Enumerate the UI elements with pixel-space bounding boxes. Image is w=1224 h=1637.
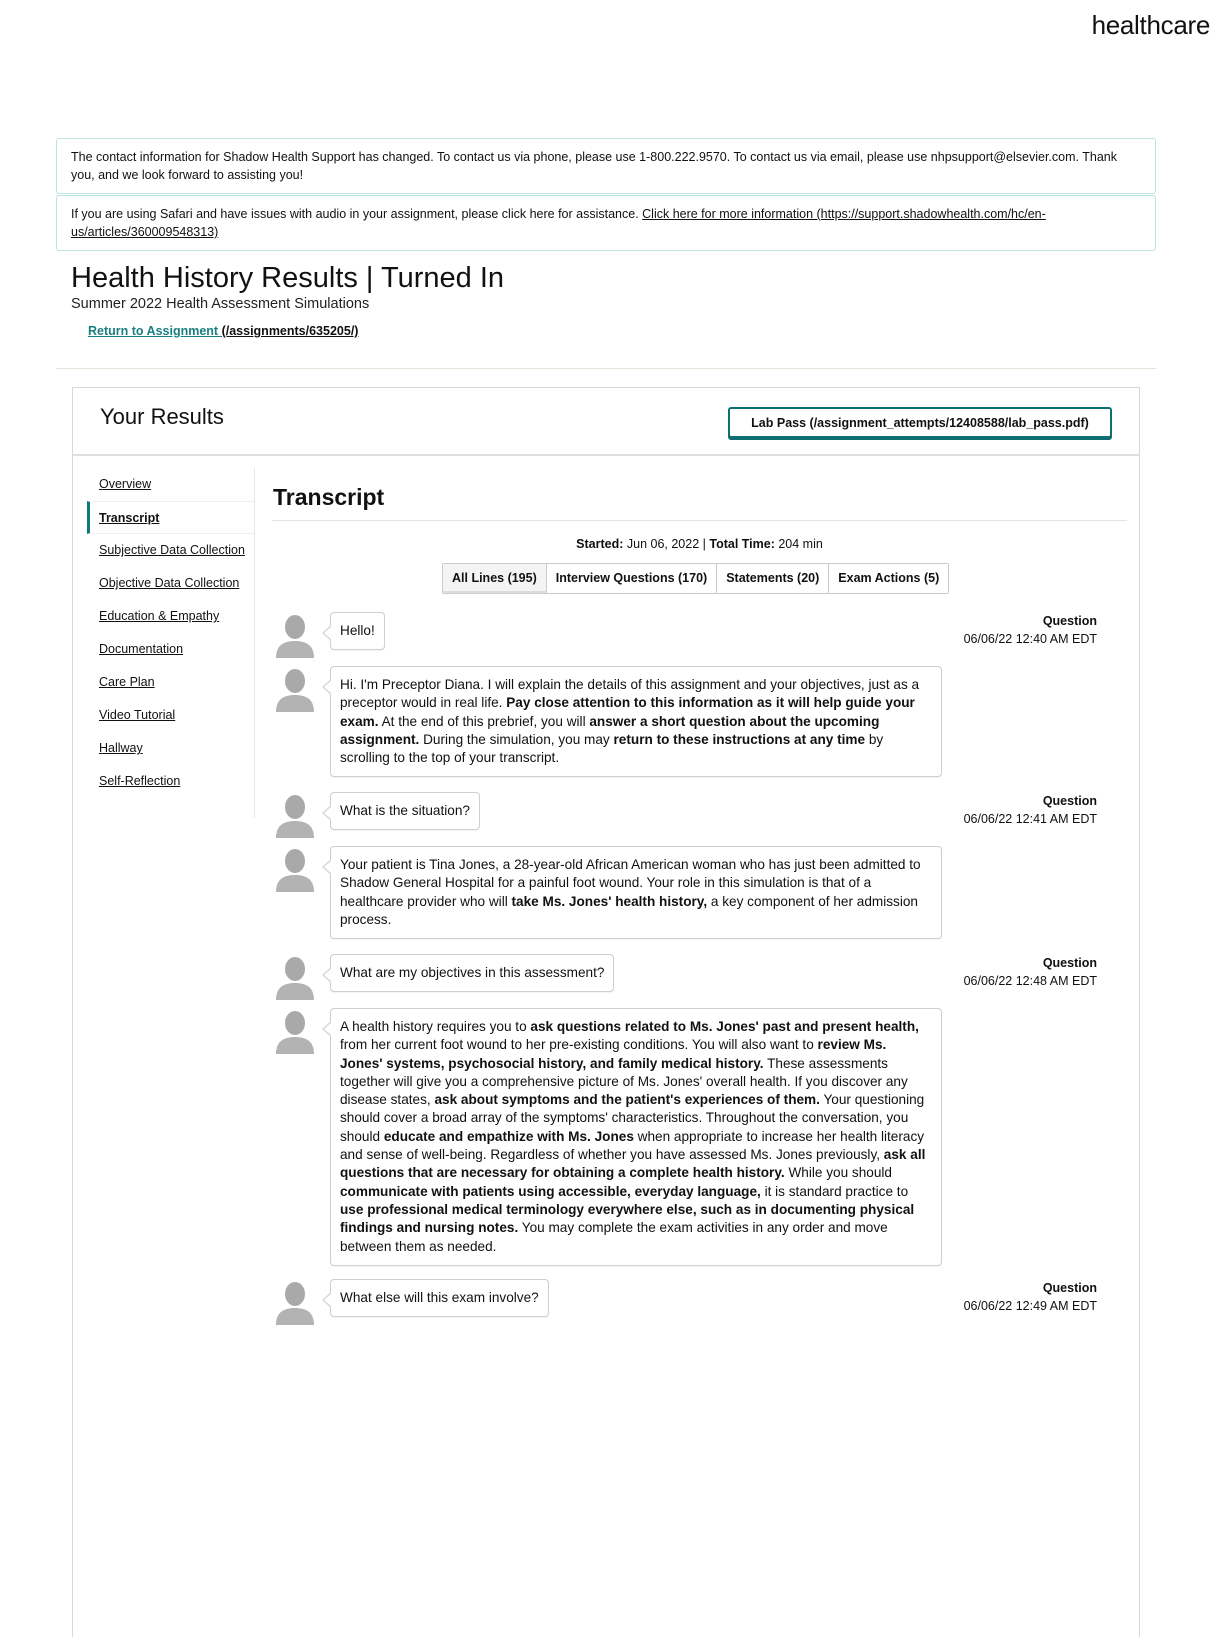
results-sidebar — [87, 468, 255, 798]
user-silhouette-icon — [273, 846, 317, 892]
response-emphasis: communicate with patients using accessible, everyday language, — [340, 1183, 761, 1199]
line-meta — [964, 612, 1097, 648]
response-emphasis: ask all questions that are necessary for obtaining a complete health history. — [340, 1147, 926, 1181]
response-bubble — [330, 666, 942, 777]
response-text: when appropriate to increase her health literacy and sense of well-being. Regardless of whether you have assessed Ms. Jones previously, — [340, 1128, 925, 1163]
user-silhouette-icon — [273, 612, 317, 658]
transcript-title: Transcript — [273, 484, 385, 510]
sidebar-item-subjective-data[interactable]: Subjective Data Collection — [99, 543, 245, 557]
response-text: While you should — [784, 1165, 892, 1181]
response-text: by scrolling to the top of your transcript. — [340, 731, 884, 766]
results-title: Your Results — [100, 404, 224, 429]
sidebar-item-hallway[interactable]: Hallway — [99, 741, 143, 755]
response-text: You may complete the exam activities in any order and move between them as needed. — [340, 1220, 888, 1254]
response-emphasis: answer a short question about the upcoming assignment. — [340, 713, 880, 747]
user-silhouette-icon — [273, 1008, 317, 1054]
response-emphasis: take Ms. Jones' health history, — [511, 893, 708, 909]
sidebar-item-documentation[interactable]: Documentation — [99, 642, 184, 656]
return-to-assignment-path[interactable]: (/assignments/635205/) — [221, 324, 359, 338]
line-timestamp: 06/06/22 12:40 AM EDT — [963, 632, 1097, 646]
response-text: Your questioning should cover a broad array of the symptoms' characteristics. Throughout the conversation, you should — [340, 1092, 925, 1144]
line-meta — [964, 1279, 1097, 1315]
response-text: from her current foot wound to her pre-existing conditions. You will also want to — [340, 1037, 818, 1053]
response-text: At the end of this prebrief, you will — [378, 713, 590, 729]
response-emphasis: review Ms. Jones' systems, psychosocial history, and family medical history. — [340, 1037, 887, 1071]
tab-all-lines[interactable]: All Lines (195) — [443, 564, 547, 593]
response-text: Hi. I'm Preceptor Diana. I will explain the details of this assignment and your objectives, just as a preceptor would in real life. — [340, 677, 920, 711]
response-text: Your patient is Tina Jones, a 28-year-old African American woman who has just been admitted to Shadow General Hospital for a painful foot wound. Your role in this simulation is that of a healthcare provider who will — [340, 857, 921, 909]
response-bubble — [330, 1008, 942, 1266]
line-type: Question — [1042, 614, 1097, 628]
lab-pass-button[interactable]: Lab Pass (/assignment_attempts/12408588/lab_pass.pdf) — [728, 407, 1112, 438]
safari-notice-text: If you are using Safari and have issues with audio in your assignment, please click here for assistance. — [71, 207, 643, 221]
response-text: A health history requires you to — [340, 1019, 531, 1034]
return-to-assignment-link[interactable]: Return to Assignment — [88, 324, 222, 338]
support-notice — [56, 138, 1156, 194]
response-emphasis: educate and empathize with Ms. Jones — [383, 1128, 634, 1144]
sidebar-item-video-tutorial[interactable]: Video Tutorial — [99, 708, 176, 722]
brand-wordmark: healthcare — [1091, 10, 1210, 40]
line-timestamp: 06/06/22 12:49 AM EDT — [963, 1299, 1097, 1313]
response-emphasis: Pay close attention to this information as it will help guide your exam. — [340, 695, 915, 729]
transcript-meta — [272, 537, 1127, 551]
user-silhouette-icon — [273, 954, 317, 1000]
line-type: Question — [1042, 956, 1097, 970]
response-emphasis: ask questions related to Ms. Jones' past and present health, — [530, 1019, 919, 1034]
tab-interview-questions[interactable]: Interview Questions (170) — [547, 564, 717, 593]
response-emphasis: ask about symptoms and the patient's experiences of them. — [434, 1092, 820, 1108]
results-header — [73, 388, 1139, 456]
response-text: it is standard practice to — [760, 1183, 909, 1199]
safari-help-link[interactable]: Click here for more information (https://support.shadowhealth.com/hc/en-us/articles/360009548313) — [71, 207, 1046, 239]
support-notice-text: The contact information for Shadow Health Support has changed. To contact us via phone, please use 1-800.222.9570. To contact us via email, please use nhpsupport@elsevier.com. Thank you, and we look forward to assisting you! — [71, 150, 1117, 182]
response-text: These assessments together will give you a comprehensive picture of Ms. Jones' overall health. If you discover any disease states, — [340, 1055, 908, 1108]
sidebar-item-self-reflection[interactable]: Self-Reflection — [99, 774, 181, 788]
tab-exam-actions[interactable]: Exam Actions (5) — [829, 564, 948, 593]
user-silhouette-icon — [273, 792, 317, 838]
page-subtitle: Summer 2022 Health Assessment Simulations — [71, 296, 370, 312]
safari-notice — [56, 195, 1156, 251]
question-bubble: Hello! — [330, 612, 385, 650]
results-card — [72, 387, 1140, 1637]
question-bubble: What is the situation? — [330, 792, 480, 830]
response-text: During the simulation, you may — [419, 731, 614, 747]
return-to-assignment[interactable] — [88, 324, 358, 338]
user-silhouette-icon — [273, 666, 317, 712]
sidebar-item-overview[interactable]: Overview — [99, 477, 152, 491]
response-bubble — [330, 846, 942, 939]
response-text: a key component of her admission process. — [340, 893, 918, 927]
line-type: Question — [1042, 794, 1097, 808]
transcript-filter-tabs — [442, 563, 949, 594]
total-time-label: Total Time: — [709, 537, 775, 551]
started-label: Started: — [576, 537, 624, 551]
started-value: Jun 06, 2022 | — [623, 537, 710, 551]
page-title: Health History Results | Turned In — [71, 262, 505, 294]
user-silhouette-icon — [273, 1279, 317, 1325]
line-meta — [964, 954, 1097, 990]
question-bubble: What else will this exam involve? — [330, 1279, 549, 1317]
response-emphasis: return to these instructions at any time — [613, 731, 866, 747]
line-timestamp: 06/06/22 12:41 AM EDT — [963, 812, 1097, 826]
line-timestamp: 06/06/22 12:48 AM EDT — [963, 974, 1097, 988]
question-bubble: What are my objectives in this assessment? — [330, 954, 614, 992]
sidebar-item-care-plan[interactable]: Care Plan — [99, 675, 155, 689]
sidebar-divider — [254, 468, 255, 818]
total-time-value: 204 min — [774, 537, 823, 551]
tab-statements[interactable]: Statements (20) — [717, 564, 829, 593]
line-meta — [964, 792, 1097, 828]
line-type: Question — [1042, 1281, 1097, 1295]
sidebar-item-objective-data[interactable]: Objective Data Collection — [99, 576, 240, 590]
sidebar-item-transcript[interactable]: Transcript — [87, 501, 255, 534]
response-emphasis: use professional medical terminology everywhere else, such as in documenting physical findings and nursing notes. — [340, 1201, 915, 1236]
transcript-divider — [272, 520, 1127, 521]
sidebar-item-education-empathy[interactable]: Education & Empathy — [99, 609, 220, 623]
header-divider — [56, 368, 1156, 369]
